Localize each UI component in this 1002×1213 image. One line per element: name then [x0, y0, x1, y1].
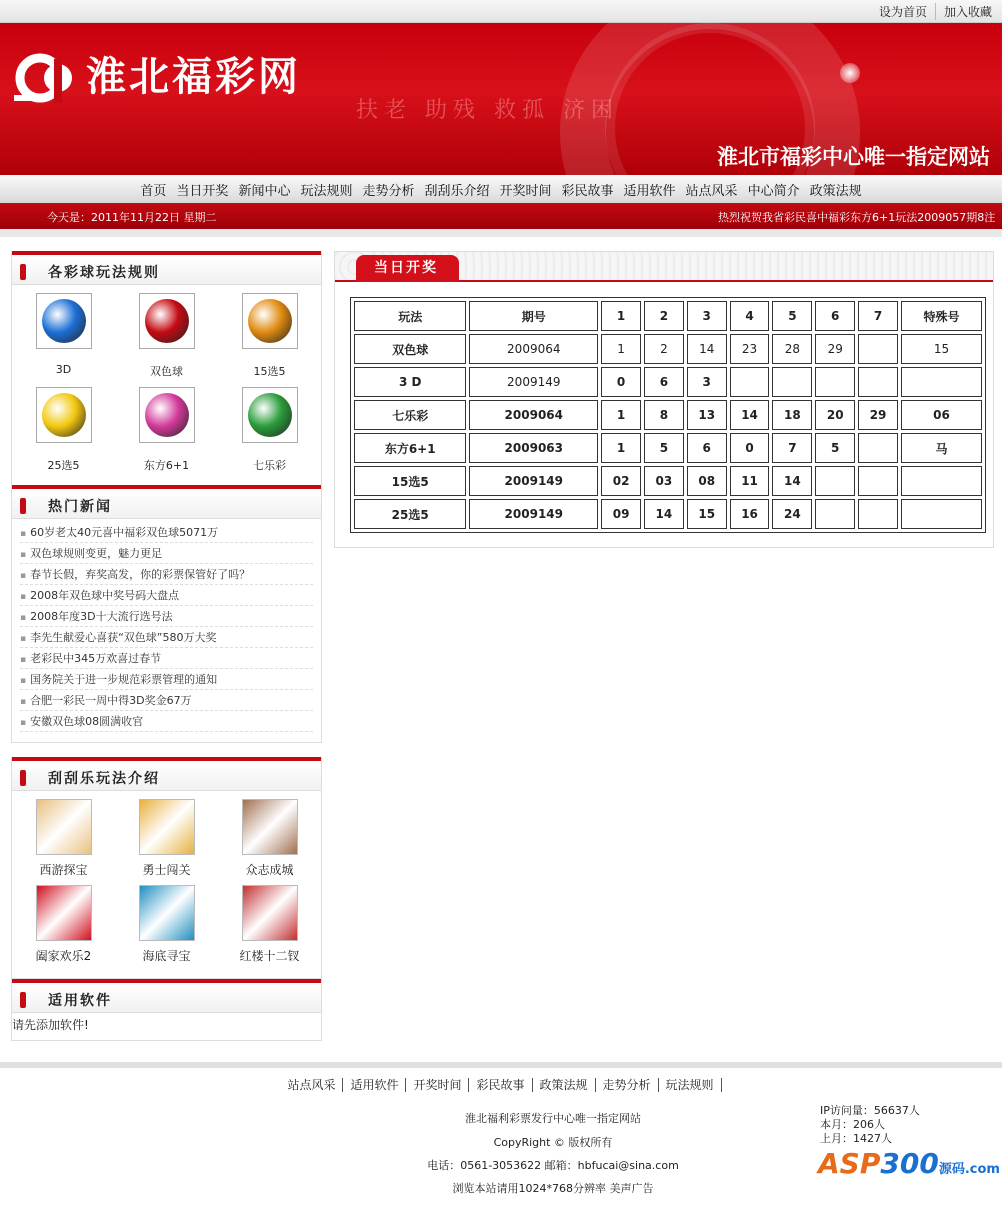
stat-ip: IP访问量：56637人 [820, 1104, 920, 1117]
number-cell: 6 [644, 367, 684, 397]
number-cell: 29 [815, 334, 855, 364]
watermark-asp: ASP [818, 1147, 881, 1180]
rule-item[interactable] [115, 293, 218, 387]
dongfang61-icon[interactable] [139, 387, 195, 443]
nav-item-policy[interactable]: 政策法规 [809, 183, 862, 199]
haidi-ticket-icon[interactable] [139, 885, 195, 941]
number-cell: 5 [815, 433, 855, 463]
nav-item-stations[interactable]: 站点风采 [685, 183, 738, 199]
number-cell: 23 [730, 334, 770, 364]
main-nav [0, 175, 1002, 203]
rules-grid [12, 285, 321, 481]
number-cell: 5 [644, 433, 684, 463]
software-box [11, 979, 322, 1041]
scratch-box-header [12, 757, 321, 791]
scratch-item-label[interactable]: 阖家欢乐2 [35, 949, 92, 963]
footer-link[interactable]: 走势分析 [596, 1078, 659, 1092]
news-item[interactable]: ▪ 合肥一彩民一周中得3D奖金67万 [20, 690, 313, 711]
number-cell: 11 [730, 466, 770, 496]
xiyou-ticket-icon[interactable] [36, 799, 92, 855]
watermark-sub: 源码 [938, 1162, 965, 1177]
footer-resolution-note: 浏览本站请用1024*768分辨率 美声广告 [452, 1182, 654, 1195]
qilecai-icon[interactable] [242, 387, 298, 443]
number-cell [772, 367, 812, 397]
table-header-cell: 3 [687, 301, 727, 331]
game-name-cell: 双色球 [354, 334, 466, 364]
news-item[interactable]: ▪ 春节长假，弃奖高发，你的彩票保管好了吗？ [20, 564, 313, 585]
scratch-item-label[interactable]: 海底寻宝 [142, 949, 191, 963]
hejia-ticket-icon[interactable] [36, 885, 92, 941]
rule-item[interactable] [12, 387, 115, 481]
number-cell: 马 [901, 433, 982, 463]
table-row [354, 433, 982, 463]
footer-link[interactable]: 政策法规 [533, 1078, 596, 1092]
header-marker-icon [20, 498, 26, 514]
footer-link[interactable]: 开奖时间 [406, 1078, 469, 1092]
number-cell: 8 [644, 400, 684, 430]
table-header-row [354, 301, 982, 331]
date-bar [0, 203, 1002, 229]
news-item[interactable]: ▪ 双色球规则变更，魅力更足 [20, 543, 313, 564]
scratch-item[interactable] [115, 885, 218, 971]
header-marker-icon [20, 264, 26, 280]
issue-cell: 2009064 [469, 400, 598, 430]
footer-link[interactable]: 站点风采 [280, 1078, 343, 1092]
set-homepage-link[interactable]: 设为首页 [878, 5, 927, 19]
rule-item-label[interactable]: 双色球 [150, 365, 183, 378]
game-name-cell: 25选5 [354, 499, 466, 529]
news-box-header [12, 485, 321, 519]
welfare-lottery-logo-icon [14, 45, 80, 111]
number-cell [815, 466, 855, 496]
footer-contact: 电话：0561-3053622 邮箱：hbfucai@sina.com [427, 1159, 679, 1172]
nav-item-draw-time[interactable]: 开奖时间 [499, 183, 552, 199]
issue-cell: 2009063 [469, 433, 598, 463]
stat-last-month: 上月：1427人 [820, 1132, 892, 1145]
yongshi-ticket-icon[interactable] [139, 799, 195, 855]
rule-item-label[interactable]: 七乐彩 [253, 459, 286, 472]
table-header-cell: 玩法 [354, 301, 466, 331]
add-favorite-link[interactable]: 加入收藏 [935, 3, 1000, 20]
game-name-cell: 15选5 [354, 466, 466, 496]
nav-item-rules[interactable]: 玩法规则 [300, 183, 353, 199]
game-name-cell: 七乐彩 [354, 400, 466, 430]
footer-copyright: CopyRight © 版权所有 [493, 1136, 613, 1149]
software-box-title: 适用软件 [48, 993, 112, 1009]
scratch-item[interactable] [218, 885, 321, 971]
scratch-item[interactable] [115, 799, 218, 885]
table-row [354, 466, 982, 496]
footer-link[interactable]: 玩法规则 [659, 1078, 722, 1092]
number-cell: 15 [687, 499, 727, 529]
news-box [11, 485, 322, 743]
issue-cell: 2009149 [469, 499, 598, 529]
header-marker-icon [20, 770, 26, 786]
number-cell: 1 [601, 433, 641, 463]
issue-cell: 2009149 [469, 466, 598, 496]
number-cell: 08 [687, 466, 727, 496]
footer-divider [0, 1062, 1002, 1068]
footer-link[interactable]: 适用软件 [343, 1078, 406, 1092]
table-header-cell: 1 [601, 301, 641, 331]
number-cell: 1 [601, 400, 641, 430]
scratch-box [11, 757, 322, 979]
number-cell [901, 499, 982, 529]
nav-item-news[interactable]: 新闻中心 [238, 183, 291, 199]
number-cell: 15 [901, 334, 982, 364]
news-marquee[interactable]: 热烈祝贺我省彩民喜中福彩东方6+1玩法2009057期8注 [718, 211, 996, 224]
number-cell: 0 [601, 367, 641, 397]
number-cell: 0 [730, 433, 770, 463]
25x5-icon[interactable] [36, 387, 92, 443]
nav-item-software[interactable]: 适用软件 [623, 183, 676, 199]
scratch-item[interactable] [12, 885, 115, 971]
rule-item-label[interactable]: 东方6+1 [143, 459, 190, 472]
top-links [871, 3, 1000, 20]
rule-item[interactable] [12, 293, 115, 387]
footer-link[interactable]: 彩民故事 [469, 1078, 532, 1092]
number-cell: 6 [687, 433, 727, 463]
table-row [354, 400, 982, 430]
number-cell [901, 466, 982, 496]
table-header-cell: 4 [730, 301, 770, 331]
news-box-title: 热门新闻 [48, 499, 112, 515]
3d-lottery-icon[interactable] [36, 293, 92, 349]
scratch-item[interactable] [12, 799, 115, 885]
draw-results-table [350, 297, 986, 533]
number-cell [858, 433, 898, 463]
issue-cell: 2009149 [469, 367, 598, 397]
nav-item-trend[interactable]: 走势分析 [362, 183, 415, 199]
nav-item-home[interactable]: 首页 [140, 183, 167, 199]
header-slogan: 扶老 助残 救孤 济困 [356, 98, 619, 123]
footer-links [0, 1076, 1002, 1093]
news-item[interactable]: ▪ 安徽双色球08圆满收官 [20, 711, 313, 732]
number-cell [730, 367, 770, 397]
news-item[interactable]: ▪ 2008年双色球中奖号码大盘点 [20, 585, 313, 606]
watermark-300: 300 [880, 1147, 939, 1180]
nav-item-about[interactable]: 中心简介 [747, 183, 800, 199]
number-cell: 02 [601, 466, 641, 496]
header-banner [0, 23, 1002, 175]
table-header-cell: 2 [644, 301, 684, 331]
scratch-item-label[interactable]: 勇士闯关 [142, 863, 191, 877]
number-cell: 2 [644, 334, 684, 364]
watermark-dom: .com [964, 1162, 1000, 1177]
news-item[interactable]: ▪ 2008年度3D十大流行选号法 [20, 606, 313, 627]
rule-item[interactable] [115, 387, 218, 481]
top-bar [0, 0, 1002, 23]
scratch-box-title: 刮刮乐玩法介绍 [48, 771, 160, 787]
number-cell: 29 [858, 400, 898, 430]
software-empty-text: 请先添加软件! [12, 1018, 89, 1032]
header-marker-icon [20, 992, 26, 1008]
number-cell [858, 367, 898, 397]
number-cell: 13 [687, 400, 727, 430]
rule-item-label[interactable]: 15选5 [253, 365, 286, 378]
rule-item-label[interactable]: 3D [55, 363, 72, 376]
stat-this-month: 本月：206人 [820, 1118, 885, 1131]
news-item[interactable]: ▪ 60岁老太40元喜中福彩双色球5071万 [20, 522, 313, 543]
scratch-item-label[interactable]: 众志成城 [245, 863, 294, 877]
draw-panel-tab[interactable]: 当日开奖 [356, 255, 459, 282]
table-row [354, 367, 982, 397]
scratch-item-label[interactable]: 西游探宝 [39, 863, 88, 877]
draw-panel-header [335, 252, 993, 282]
number-cell: 28 [772, 334, 812, 364]
rule-item[interactable] [218, 387, 321, 481]
number-cell: 3 [687, 367, 727, 397]
number-cell: 18 [772, 400, 812, 430]
watermark-logo [818, 1147, 1000, 1180]
news-item[interactable]: ▪ 国务院关于进一步规范彩票管理的通知 [20, 669, 313, 690]
number-cell: 14 [772, 466, 812, 496]
rules-box-title: 各彩球玩法规则 [48, 265, 160, 281]
news-list [12, 519, 321, 738]
honglou-ticket-icon[interactable] [242, 885, 298, 941]
number-cell: 03 [644, 466, 684, 496]
table-header-cell: 6 [815, 301, 855, 331]
software-box-header [12, 979, 321, 1013]
current-date: 今天是：2011年11月22日 星期二 [47, 211, 217, 224]
header-subtitle: 淮北市福彩中心唯一指定网站 [717, 144, 990, 169]
rules-box [11, 251, 322, 487]
game-name-cell: 东方6+1 [354, 433, 466, 463]
scratch-item[interactable] [218, 799, 321, 885]
news-item[interactable]: ▪ 李先生献爱心喜获“双色球”580万大奖 [20, 627, 313, 648]
number-cell: 20 [815, 400, 855, 430]
number-cell [815, 499, 855, 529]
zhongzhi-ticket-icon[interactable] [242, 799, 298, 855]
number-cell [815, 367, 855, 397]
number-cell: 7 [772, 433, 812, 463]
number-cell: 14 [644, 499, 684, 529]
table-header-cell: 7 [858, 301, 898, 331]
table-header-cell: 5 [772, 301, 812, 331]
rules-box-header [12, 251, 321, 285]
number-cell: 14 [687, 334, 727, 364]
news-item[interactable]: ▪ 老彩民中345万欢喜过春节 [20, 648, 313, 669]
number-cell: 06 [901, 400, 982, 430]
number-cell: 24 [772, 499, 812, 529]
nav-item-scratch[interactable]: 刮刮乐介绍 [424, 183, 490, 199]
table-row [354, 499, 982, 529]
rule-item-label[interactable]: 25选5 [47, 459, 80, 472]
separator [0, 229, 1002, 237]
number-cell [901, 367, 982, 397]
issue-cell: 2009064 [469, 334, 598, 364]
15x5-icon[interactable] [242, 293, 298, 349]
site-title: 淮北福彩网 [86, 53, 301, 100]
footer-designation: 淮北福利彩票发行中心唯一指定网站 [465, 1112, 641, 1125]
number-cell: 09 [601, 499, 641, 529]
draw-panel [334, 251, 994, 548]
scratch-item-label[interactable]: 红楼十二钗 [239, 949, 300, 963]
game-name-cell: 3 D [354, 367, 466, 397]
nav-item-stories[interactable]: 彩民故事 [561, 183, 614, 199]
table-header-cell: 期号 [469, 301, 598, 331]
scratch-grid [12, 791, 321, 971]
number-cell: 14 [730, 400, 770, 430]
visitor-stats [820, 1104, 920, 1146]
number-cell: 16 [730, 499, 770, 529]
number-cell: 1 [601, 334, 641, 364]
nav-item-today-draw[interactable]: 当日开奖 [176, 183, 229, 199]
number-cell [858, 466, 898, 496]
number-cell [858, 499, 898, 529]
rule-item[interactable] [218, 293, 321, 387]
table-header-cell: 特殊号 [901, 301, 982, 331]
number-cell [858, 334, 898, 364]
shuangseqiu-icon[interactable] [139, 293, 195, 349]
table-row [354, 334, 982, 364]
